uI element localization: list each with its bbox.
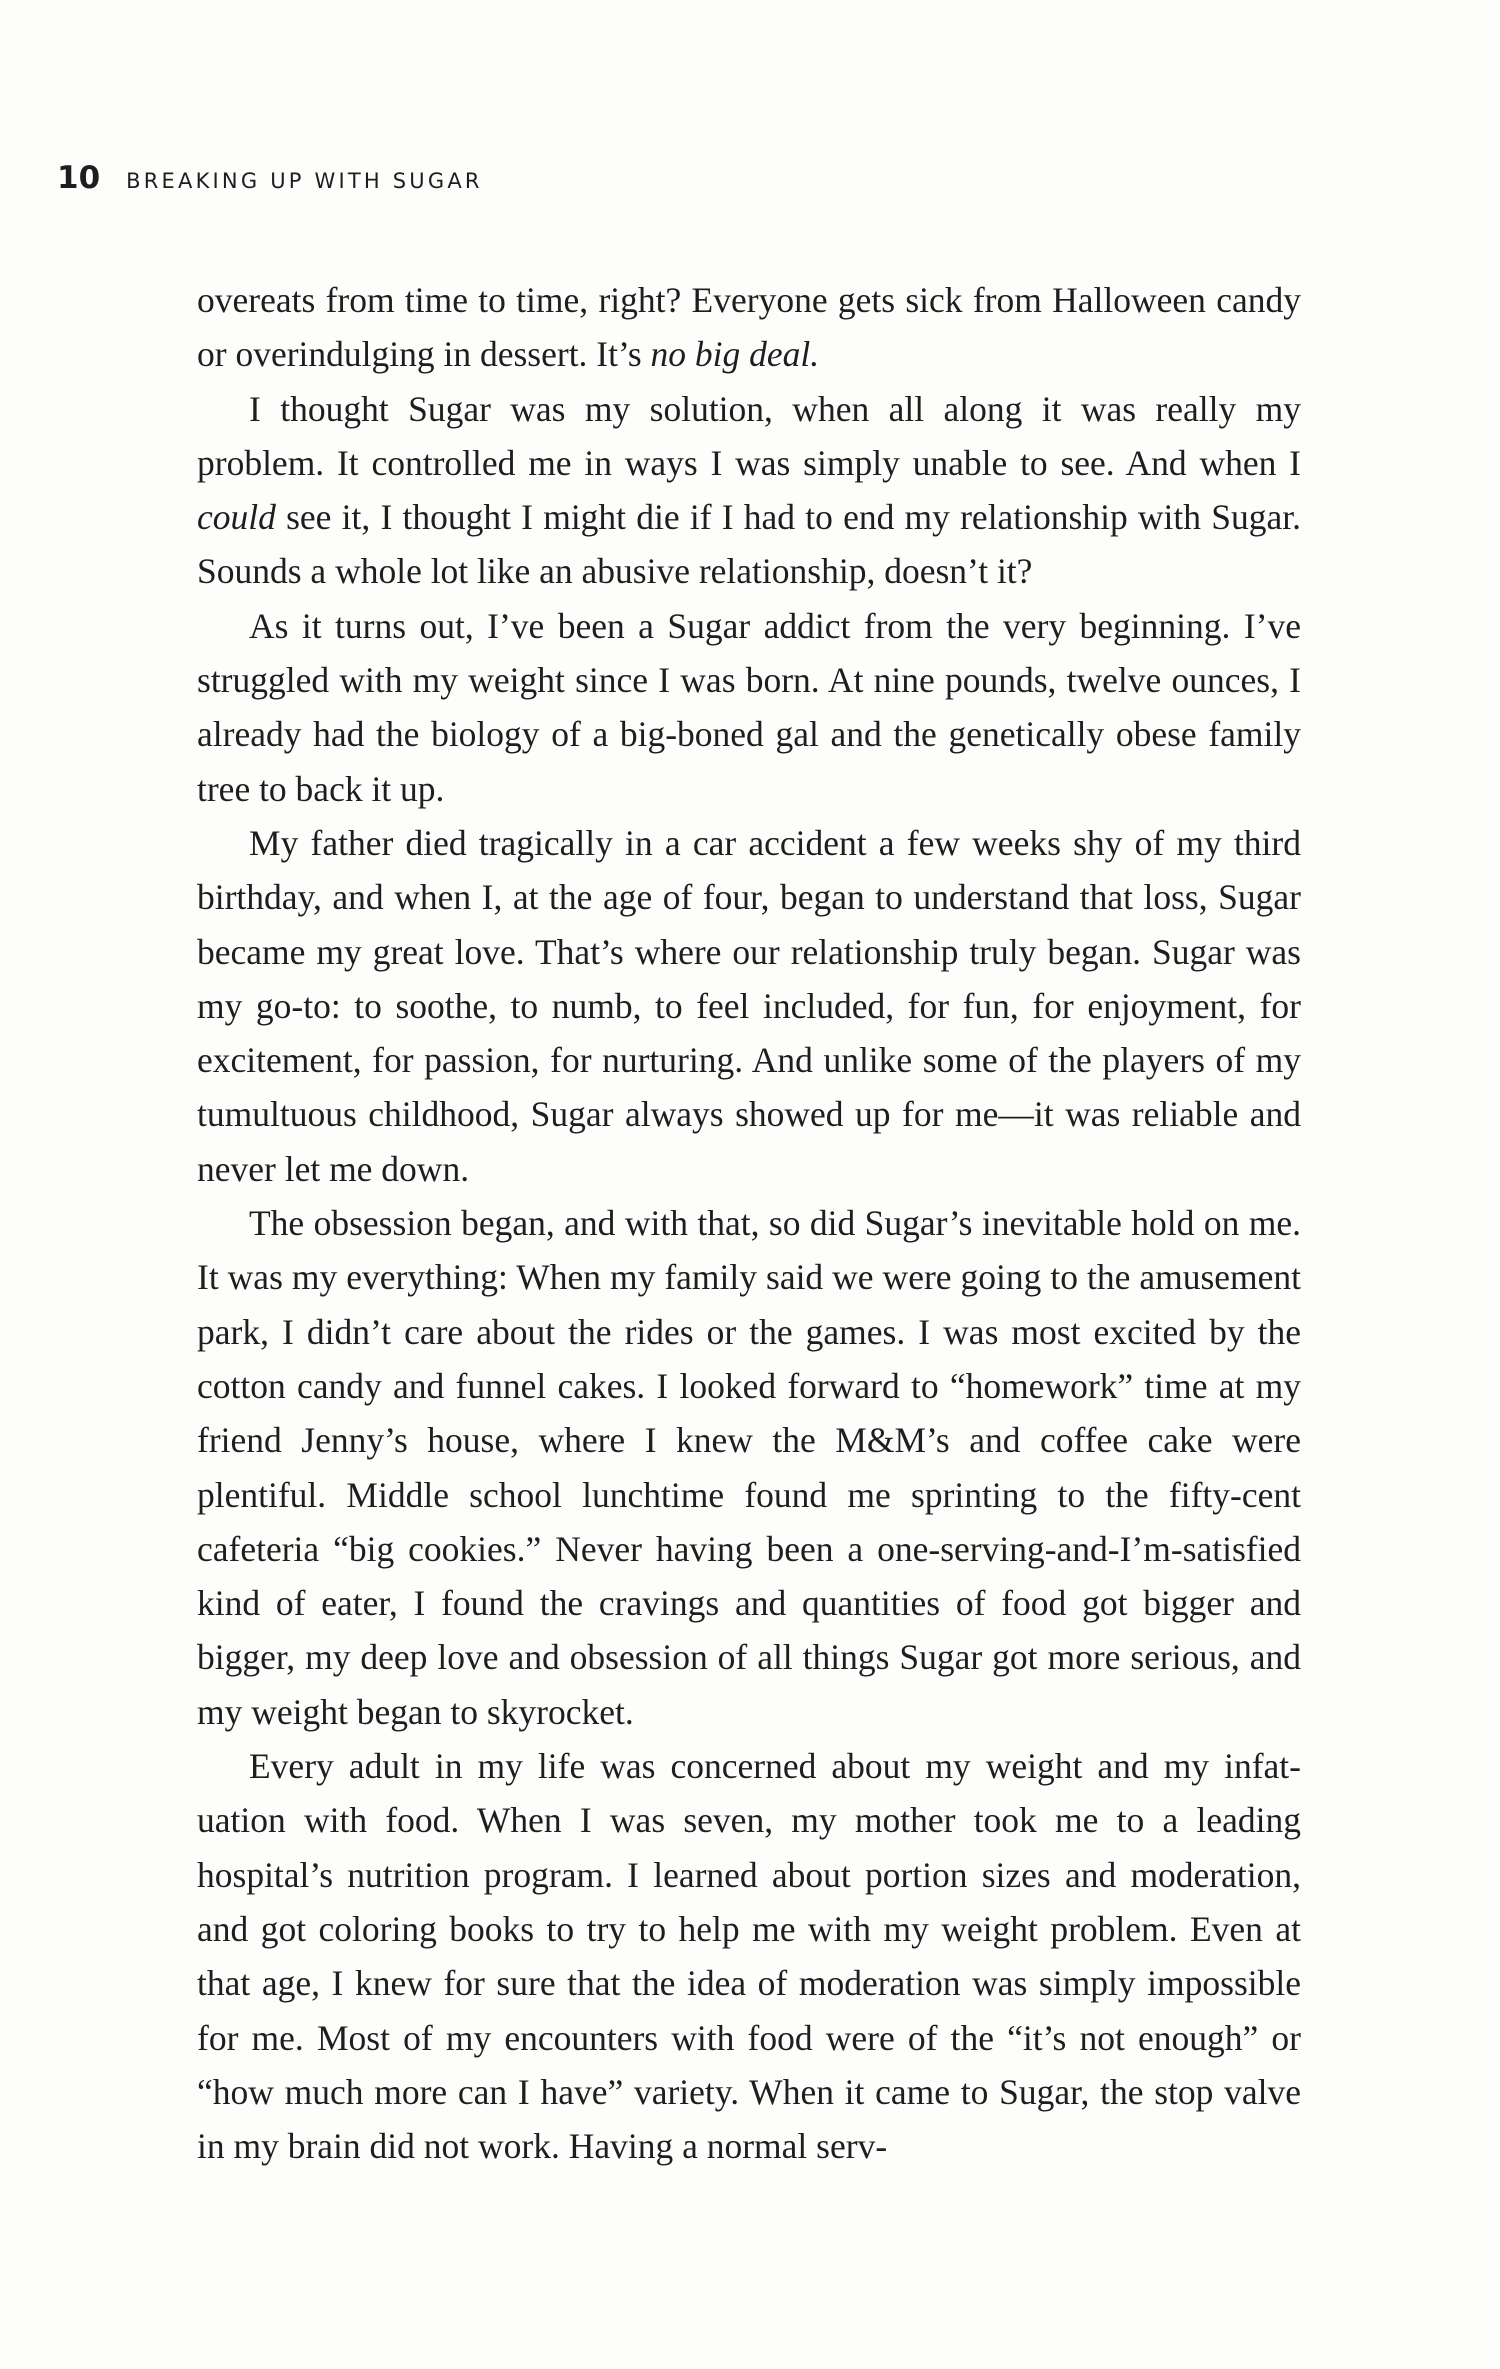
page-number: 10 — [57, 160, 101, 196]
paragraph: Every adult in my life was concerned about my weight and my infatuation with food. When I was seven, my mother took me to a leading hospital’s nutrition program. I learned about portion sizes and moderation, and got coloring books to try to help me with my weight problem. Even at that age, I knew for sure that the idea of moderation was simply impossible for me. Most of my encounters with food were of the “it’s not enough” or “how much more can I have” variety. When it came to Sugar, the stop valve in my brain did not work. Having a normal serv- — [197, 1746, 1301, 2167]
paragraph-text: I thought Sugar was my solution, when all along it was really my problem. It controlled me in ways I was simply unable to see. And when I — [197, 388, 1301, 483]
body-text — [197, 273, 1301, 2173]
paragraph: As it turns out, I’ve been a Sugar addict from the very beginning. I’ve struggled with my weight since I was born. At nine pounds, twelve ounces, I already had the biology of a big-boned gal and the genetically obese family tree to back it up. — [197, 605, 1301, 809]
page-header — [57, 160, 483, 196]
paragraph — [197, 273, 1301, 382]
emphasis-text: no big deal. — [650, 334, 820, 375]
emphasis-text: could — [197, 497, 276, 538]
running-head: BREAKING UP WITH SUGAR — [126, 169, 483, 193]
paragraph-text: overeats from time to time, right? Everyone gets sick from Halloween candy or overindulging in dessert. It’s — [197, 280, 1301, 375]
paragraph — [197, 382, 1301, 599]
paragraph-text: see it, I thought I might die if I had to end my relationship with Sugar. Sounds a whole lot like an abusive relationship, doesn’t it? — [197, 497, 1301, 592]
paragraph: The obsession began, and with that, so did Sugar’s inevitable hold on me. It was my everything: When my family said we were going to the amusement park, I didn’t care about the rides or the games. I was most excited by the cotton candy and funnel cakes. I looked forward to “homework” time at my friend Jenny’s house, where I knew the M&M’s and coffee cake were plentiful. Middle school lunchtime found me sprinting to the fifty-cent cafeteria “big cookies.” Never having been a one-serving-and-I’m-satisfied kind of eater, I found the cravings and quantities of food got bigger and bigger, my deep love and obsession of all things Sugar got more serious, and my weight began to skyrocket. — [197, 1203, 1301, 1732]
paragraph: My father died tragically in a car accident a few weeks shy of my third birthday, and when I, at the age of four, began to understand that loss, Sugar became my great love. That’s where our relationship truly began. Sugar was my go-to: to soothe, to numb, to feel included, for fun, for enjoyment, for excitement, for passion, for nurturing. And unlike some of the players of my tumultuous childhood, Sugar always showed up for me—it was reliable and never let me down. — [197, 822, 1301, 1189]
